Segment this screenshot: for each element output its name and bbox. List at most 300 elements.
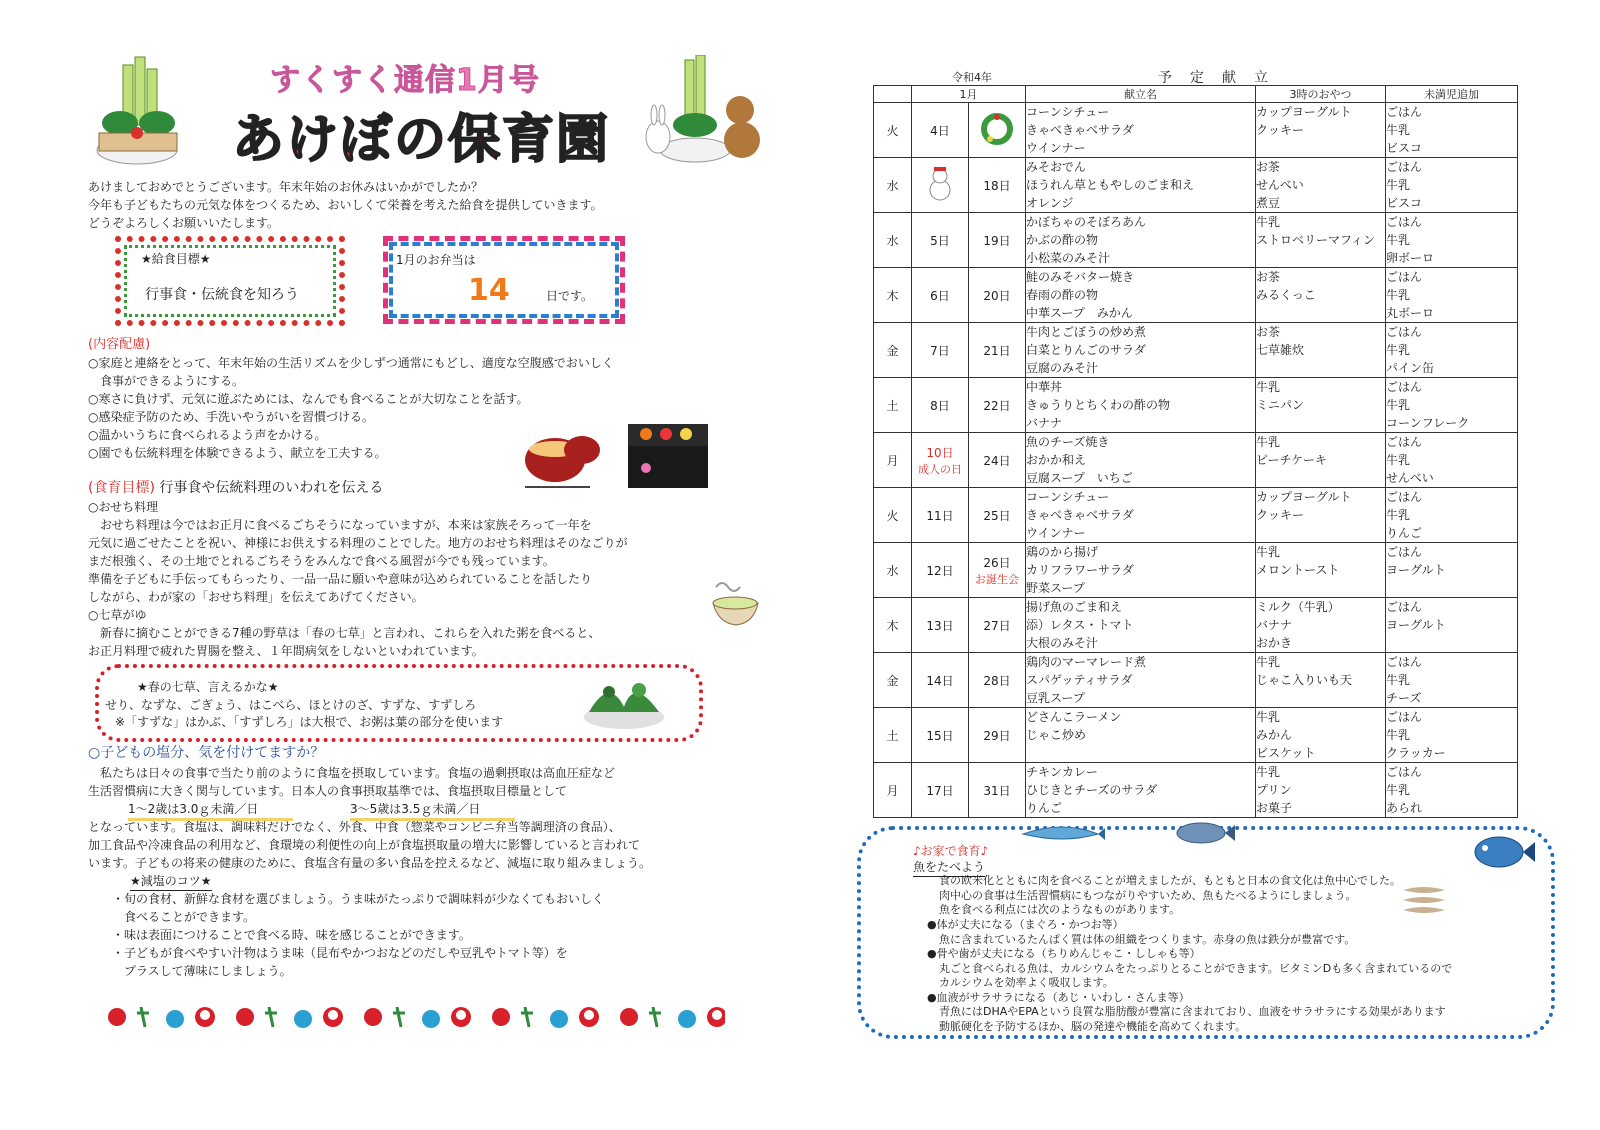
kadomatsu-left-illustration — [95, 55, 180, 165]
weekday-cell — [874, 323, 912, 378]
event-note: お誕生会 — [975, 572, 1019, 586]
extra-cell — [1386, 763, 1518, 818]
snack-name: メロントースト — [1256, 563, 1340, 577]
bento-prefix: 1月のお弁当は — [396, 253, 476, 267]
weekday: 水 — [886, 563, 899, 578]
snack-name: カップヨーグルト — [1256, 105, 1352, 119]
fish-benefit-line: 青魚にはDHAやEPAという良質な脂肪酸が豊富に含まれており、血液をサラサラにする効果があります — [939, 1005, 1446, 1018]
extra-item: 牛乳 — [1386, 398, 1411, 412]
extra-item: ごはん — [1386, 380, 1423, 394]
dish-name: 鮭のみそバター焼き — [1026, 270, 1135, 284]
date-second: 20日 — [983, 288, 1011, 303]
weekday-cell — [874, 158, 912, 213]
date-first: 11日 — [926, 508, 954, 523]
extra-cell — [1386, 433, 1518, 488]
fish-line: 肉中心の食事は生活習慣病にもつながりやすいため、魚もたべるようにしましょう。 — [939, 888, 1357, 902]
salt-standard-2: 3～5歳は3.5ｇ未満／日 — [350, 800, 515, 821]
date-cell-1 — [912, 598, 969, 653]
content-line: ○園でも伝統料理を体験できるよう、献立を工夫する。 — [88, 446, 387, 460]
snack-name: 牛乳 — [1256, 545, 1281, 559]
weekday: 火 — [886, 508, 899, 523]
date-second: 25日 — [983, 508, 1011, 523]
snack-cell — [1256, 213, 1386, 268]
dish-name: 春雨の酢の物 — [1026, 288, 1099, 302]
snack-name: クッキー — [1256, 123, 1305, 137]
snack-name — [1256, 689, 1385, 707]
extra-item: ごはん — [1386, 545, 1423, 559]
intro-line: あけましておめでとうございます。年末年始のお休みはいかがでしたか？ — [88, 180, 484, 194]
dish-name: じゃこ炒め — [1026, 728, 1087, 742]
snack-name: 牛乳 — [1256, 215, 1281, 229]
date-first: 5日 — [930, 233, 950, 248]
dish-name: バナナ — [1026, 416, 1063, 430]
new-year-decoration-row — [105, 1003, 725, 1031]
snack-name: 七草雑炊 — [1256, 343, 1305, 357]
dishes-cell — [1026, 158, 1256, 213]
dish-name: かぶの酢の物 — [1026, 233, 1099, 247]
nanakusa-quiz-line1: せり、なずな、ごぎょう、はこべら、ほとけのざ、すずな、すずしろ — [105, 698, 477, 712]
menu-row — [874, 543, 1518, 598]
osechi-line: 準備を子どもに手伝ってもらったり、一品一品に願いや意味が込められていることを話したり — [88, 572, 593, 586]
dish-name — [1026, 744, 1255, 762]
date-cell-2 — [969, 323, 1026, 378]
dishes-cell — [1026, 763, 1256, 818]
menu-header-row — [874, 86, 1518, 103]
snack-name: 牛乳 — [1256, 710, 1281, 724]
date-second: 27日 — [983, 618, 1011, 633]
extra-item: 牛乳 — [1386, 343, 1411, 357]
dish-name: ほうれん草ともやしのごま和え — [1026, 178, 1195, 192]
weekday: 金 — [886, 343, 899, 358]
snack-name: ピーチケーキ — [1256, 453, 1328, 467]
date-second: 28日 — [983, 673, 1011, 688]
dish-name: 鶏のから揚げ — [1026, 545, 1099, 559]
snack-name: みるくっこ — [1256, 288, 1316, 302]
extra-item: 牛乳 — [1386, 288, 1411, 302]
extra-item: あられ — [1386, 801, 1423, 815]
weekday-cell — [874, 653, 912, 708]
dish-name: 白菜とりんごのサラダ — [1026, 343, 1146, 357]
dishes-cell — [1026, 708, 1256, 763]
extra-item: りんご — [1386, 526, 1423, 540]
dishes-cell — [1026, 543, 1256, 598]
date-cell-2 — [969, 598, 1026, 653]
date-cell-2 — [969, 708, 1026, 763]
snack-name: おかき — [1256, 636, 1293, 650]
salt-line: います。子どもの将来の健康のために、食塩含有量の多い食品を控えるなど、減塩に取り組みましょう。 — [88, 856, 652, 870]
extra-item: 牛乳 — [1386, 728, 1411, 742]
extra-item: 牛乳 — [1386, 508, 1411, 522]
extra-item: ビスコ — [1386, 141, 1423, 155]
extra-item: ごはん — [1386, 325, 1423, 339]
extra-cell — [1386, 543, 1518, 598]
date-cell-2 — [969, 268, 1026, 323]
snack-name: 牛乳 — [1256, 655, 1281, 669]
fish-line: 食の欧米化とともに肉を食べることが増えましたが、もともと日本の食文化は魚中心でした。 — [939, 874, 1401, 887]
snack-name: ミニパン — [1256, 398, 1305, 412]
snack-name: 牛乳 — [1256, 765, 1281, 779]
snack-name: お茶 — [1256, 325, 1281, 339]
snack-name: ビスケット — [1256, 746, 1316, 760]
dish-name: チキンカレー — [1026, 765, 1098, 779]
weekday-cell — [874, 543, 912, 598]
weekday-cell — [874, 488, 912, 543]
fish-benefit-title: ●体が丈夫になる（まぐろ・かつお等） — [927, 918, 1124, 931]
newsletter-title: あけぼの保育園 — [232, 110, 611, 170]
date-second: 31日 — [983, 783, 1011, 798]
dish-name: どさんこラーメン — [1026, 710, 1122, 724]
nanakusa-herbs-illustration — [579, 672, 669, 732]
extra-cell — [1386, 708, 1518, 763]
extra-item: ごはん — [1386, 105, 1423, 119]
date-first: 17日 — [926, 783, 954, 798]
dishes-cell — [1026, 653, 1256, 708]
holiday-note: 成人の日 — [918, 462, 962, 476]
weekday: 土 — [886, 398, 899, 413]
date-cell-1 — [912, 323, 969, 378]
extra-item: パイン缶 — [1386, 361, 1435, 375]
extra-item: 牛乳 — [1386, 178, 1411, 192]
content-line: ○温かいうちに食べられるよう声をかける。 — [88, 428, 327, 442]
extra-cell — [1386, 653, 1518, 708]
date-cell-1 — [912, 268, 969, 323]
fish-box-title: ♪お家で食育♪ — [913, 844, 989, 858]
osechi-box-illustration — [626, 422, 711, 490]
extra-cell — [1386, 378, 1518, 433]
extra-item: ごはん — [1386, 270, 1423, 284]
fish-benefit-line: 動脈硬化を予防するほか、脳の発達や機能を高めてくれます。 — [939, 1019, 1247, 1033]
date-cell-1 — [912, 543, 969, 598]
date-first: 8日 — [930, 398, 950, 413]
snack-name — [1256, 414, 1385, 432]
dish-name: 添）レタス・トマト — [1026, 618, 1134, 632]
salt-text — [88, 764, 615, 800]
date-cell-1 — [912, 213, 969, 268]
dish-name: 豆腐スープ いちご — [1026, 471, 1133, 485]
date-first: 6日 — [930, 288, 950, 303]
date-cell-1 — [912, 763, 969, 818]
snack-name — [1256, 359, 1385, 377]
extra-item: ヨーグルト — [1386, 563, 1446, 577]
menu-row — [874, 488, 1518, 543]
menu-row — [874, 708, 1518, 763]
salt-tip: ・味は表面につけることで食べる時、味を感じることができます。 — [112, 928, 471, 942]
date-second: 19日 — [983, 233, 1011, 248]
dish-name: 大根のみそ汁 — [1026, 636, 1099, 650]
dish-name: 揚げ魚のごま和え — [1026, 600, 1123, 614]
sardine-fish-icon — [1399, 880, 1449, 920]
menu-row — [874, 158, 1518, 213]
extra-item: 丸ボーロ — [1386, 306, 1435, 320]
date-second: 18日 — [983, 178, 1011, 193]
dish-name: 中華丼 — [1026, 380, 1063, 394]
date-cell-2 — [969, 488, 1026, 543]
dish-name: みそおでん — [1026, 160, 1086, 174]
content-line: ○感染症予防のため、手洗いやうがいを習慣づける。 — [88, 410, 374, 424]
weekday: 火 — [886, 123, 899, 138]
dish-name: 小松菜のみそ汁 — [1026, 251, 1111, 265]
extra-item: チーズ — [1386, 691, 1422, 705]
salt-line: 加工食品や冷凍食品の利用など、食環境の利便性の向上が食塩摂取量の増大に影響していると言われて — [88, 838, 641, 852]
osechi-line: しながら、わが家の「おせち料理」を伝えてあげてください。 — [88, 590, 424, 604]
header-extra: 未満児追加 — [1386, 86, 1518, 103]
header-weekday — [874, 86, 912, 103]
nanakusa-quiz-box — [95, 664, 703, 742]
dish-name: 豆腐のみそ汁 — [1026, 361, 1099, 375]
salt-standard-1: 1～2歳は3.0ｇ未満／日 — [128, 800, 293, 821]
snack-name: せんべい — [1256, 178, 1304, 192]
dish-name: 鶏肉のマーマレード煮 — [1026, 655, 1147, 669]
fish-education-box — [857, 826, 1555, 1039]
date-first: 15日 — [926, 728, 954, 743]
extra-item: ごはん — [1386, 710, 1423, 724]
snack-cell — [1256, 708, 1386, 763]
extra-item: ごはん — [1386, 435, 1423, 449]
snack-name — [1256, 139, 1385, 157]
snack-name — [1256, 469, 1385, 487]
date-first: 7日 — [930, 343, 950, 358]
menu-row — [874, 433, 1518, 488]
snack-name: 牛乳 — [1256, 380, 1281, 394]
snack-cell — [1256, 543, 1386, 598]
dish-name: きゃべきゃべサラダ — [1026, 508, 1134, 522]
dishes-cell — [1026, 103, 1256, 158]
salt-tips-list — [112, 890, 604, 980]
dish-name: おかか和え — [1026, 453, 1087, 467]
meal-goal-box — [115, 236, 345, 326]
dish-name: 魚のチーズ焼き — [1026, 435, 1110, 449]
snack-cell — [1256, 158, 1386, 213]
dish-name: コーンシチュー — [1026, 105, 1110, 119]
tuna-fish-icon — [1471, 830, 1536, 875]
dishes-cell — [1026, 268, 1256, 323]
snack-name: じゃこ入りいも天 — [1256, 673, 1353, 687]
date-cell-1 — [912, 708, 969, 763]
menu-title: 予 定 献 立 — [1158, 70, 1270, 86]
weekday: 月 — [886, 453, 899, 468]
weekday-cell — [874, 708, 912, 763]
salt-tip: ・旬の食材、新鮮な食材を選びましょう。うま味がたっぷりで調味料が少なくてもおいしく — [112, 892, 605, 906]
salt-tips-title: ★減塩のコツ★ — [130, 872, 212, 891]
extra-cell — [1386, 598, 1518, 653]
dishes-cell — [1026, 598, 1256, 653]
dish-name: 牛肉とごぼうの炒め煮 — [1026, 325, 1147, 339]
date-first: 14日 — [926, 673, 954, 688]
date-second: 21日 — [983, 343, 1011, 358]
extra-item: 牛乳 — [1386, 783, 1411, 797]
extra-item — [1386, 634, 1517, 652]
dish-name: 豆乳スープ — [1026, 691, 1085, 705]
content-line: ○寒さに負けず、元気に遊ぶためには、なんでも食べることが大切なことを話す。 — [88, 392, 529, 406]
header-month: 1月 — [912, 86, 1026, 103]
education-heading-row — [88, 479, 383, 497]
header-snack: 3時のおやつ — [1256, 86, 1386, 103]
intro-line: どうぞよろしくお願いいたします。 — [88, 216, 280, 230]
extra-cell — [1386, 158, 1518, 213]
extra-cell — [1386, 488, 1518, 543]
newsletter-subtitle: すくすく通信1月号 — [270, 63, 540, 98]
saury-fish-icon — [1021, 822, 1106, 846]
snack-cell — [1256, 598, 1386, 653]
dish-name: 中華スープ みかん — [1026, 306, 1133, 320]
salt-tip: ・子どもが食べやすい汁物はうま味（昆布やかつおなどのだしや豆乳やトマト等）を — [112, 946, 568, 960]
intro-line: 今年も子どもたちの元気な体をつくるため、おいしくて栄養を考えた給食を提供していきます。 — [88, 198, 603, 212]
weekday: 水 — [886, 178, 899, 193]
snack-name — [1256, 249, 1385, 267]
snack-cell — [1256, 488, 1386, 543]
salt-text-b — [88, 818, 651, 872]
snack-name: お茶 — [1256, 270, 1281, 284]
nanakusa-quiz-title: ★春の七草、言えるかな★ — [137, 680, 279, 694]
fish-benefit-title: ●血液がサラサラになる（あじ・いわし・さんま等） — [927, 990, 1190, 1004]
osechi-line: 元気に過ごせたことを祝い、神様にお供えする料理のことでした。地方のおせち料理はそのなごりが — [88, 536, 628, 550]
snack-name: ミルク（牛乳） — [1256, 600, 1340, 614]
snack-name: クッキー — [1256, 508, 1305, 522]
extra-item: ヨーグルト — [1386, 618, 1446, 632]
osechi-line: おせち料理は今ではお正月に食べるごちそうになっていますが、本来は家族そろって一年を — [88, 518, 592, 532]
extra-item: 牛乳 — [1386, 233, 1411, 247]
bento-suffix: 日です。 — [546, 289, 594, 303]
snack-cell — [1256, 378, 1386, 433]
snack-name: ストロベリーマフィン — [1256, 233, 1376, 247]
extra-item — [1386, 579, 1517, 597]
salt-tip: 食べることができます。 — [112, 910, 256, 924]
nanakusa-line: 新春に摘むことができる7種の野草は「春の七草」と言われ、これらを入れた粥を食べると、 — [88, 626, 601, 640]
dish-name: りんご — [1026, 801, 1063, 815]
dish-name: ひじきとチーズのサラダ — [1026, 783, 1158, 797]
education-heading-text: 行事食や伝統料理のいわれを伝える — [159, 480, 384, 496]
dish-name: コーンシチュー — [1026, 490, 1110, 504]
dish-name: スパゲッティサラダ — [1026, 673, 1133, 687]
extra-item: 牛乳 — [1386, 453, 1411, 467]
dish-name: カリフラワーサラダ — [1026, 563, 1134, 577]
snack-name — [1256, 304, 1385, 322]
snack-name: お菓子 — [1256, 801, 1293, 815]
extra-item: ごはん — [1386, 600, 1423, 614]
snack-name: カップヨーグルト — [1256, 490, 1352, 504]
extra-item: ごはん — [1386, 215, 1423, 229]
intro-text — [88, 178, 603, 232]
date-first: 4日 — [930, 123, 950, 138]
weekday: 木 — [886, 618, 899, 633]
meal-goal-heading: ★給食目標★ — [141, 252, 211, 266]
date-cell-2 — [969, 433, 1026, 488]
date-second: 22日 — [983, 398, 1011, 413]
bento-day-box — [383, 236, 625, 324]
date-second: 24日 — [983, 453, 1011, 468]
snack-cell — [1256, 103, 1386, 158]
dishes-cell — [1026, 213, 1256, 268]
snowman-icon — [927, 166, 953, 202]
weekday: 土 — [886, 728, 899, 743]
weekday-cell — [874, 598, 912, 653]
weekday: 木 — [886, 288, 899, 303]
content-line: ○家庭と連絡をとって、年末年始の生活リズムを少しずつ通常にもどし、適度な空腹感でおいしく — [88, 356, 614, 370]
date-first: 13日 — [926, 618, 954, 633]
menu-row — [874, 103, 1518, 158]
header-dishes: 献立名 — [1026, 86, 1256, 103]
osechi-line: まだ根強く、その土地でとれるごちそうをみんなで食べる風習が今でも残っています。 — [88, 554, 555, 568]
snack-cell — [1256, 433, 1386, 488]
kadomatsu-animals-illustration — [640, 55, 765, 165]
fish-benefit-line: カルシウムを効率よく吸収します。 — [939, 976, 1114, 989]
date-cell-1 — [912, 103, 969, 158]
wreath-icon — [980, 112, 1014, 146]
date-cell-2 — [969, 543, 1026, 598]
weekday-cell — [874, 103, 912, 158]
menu-row — [874, 323, 1518, 378]
dishes-cell — [1026, 488, 1256, 543]
bento-day-number: 14 — [468, 273, 510, 308]
weekday: 水 — [886, 233, 899, 248]
dish-name: オレンジ — [1026, 196, 1074, 210]
fish-line: 魚を食べる利点には次のようなものがあります。 — [939, 903, 1181, 916]
extra-item: 卵ボーロ — [1386, 251, 1435, 265]
dish-name: きゅうりとちくわの酢の物 — [1026, 398, 1171, 412]
date-first: 12日 — [926, 563, 954, 578]
fish-box-body — [939, 874, 1401, 918]
nanakusa-line: お正月料理で疲れた胃腸を整え、１年間病気をしないといわれています。 — [88, 644, 484, 658]
snack-name: みかん — [1256, 728, 1293, 742]
menu-row — [874, 763, 1518, 818]
date-cell-1 — [912, 488, 969, 543]
snack-cell — [1256, 763, 1386, 818]
nanakusa-title: ○七草がゆ — [88, 608, 147, 622]
date-cell-2 — [969, 653, 1026, 708]
fish-benefit-title: ●骨や歯が丈夫になる（ちりめんじゃこ・ししゃも等） — [927, 947, 1201, 960]
snack-name — [1256, 524, 1385, 542]
osechi-title: ○おせち料理 — [88, 500, 159, 514]
nanakusa-quiz-line2: ※「すずな」はかぶ、「すずしろ」は大根で、お粥は葉の部分を使います — [115, 715, 504, 729]
ozoni-bowl-illustration — [520, 425, 605, 495]
porridge-bowl-illustration — [708, 575, 763, 630]
menu-row — [874, 213, 1518, 268]
date-cell-2 — [969, 763, 1026, 818]
extra-item: ごはん — [1386, 490, 1423, 504]
fish-benefit-line: 魚に含まれているたんぱく質は体の組織をつくります。赤身の魚は鉄分が豊富です。 — [939, 932, 1356, 946]
mackerel-fish-icon — [1173, 818, 1238, 848]
salt-tip: プラスして薄味にしましょう。 — [112, 964, 292, 978]
education-heading: (食育目標) — [88, 480, 155, 496]
extra-cell — [1386, 268, 1518, 323]
snack-cell — [1256, 323, 1386, 378]
dish-name: ウインナー — [1026, 141, 1086, 155]
snack-name: 牛乳 — [1256, 435, 1281, 449]
snack-name: お茶 — [1256, 160, 1281, 174]
salt-line: 私たちは日々の食事で当たり前のように食塩を摂取しています。食塩の過剰摂取は高血圧症など — [88, 766, 616, 780]
date-cell-2 — [969, 213, 1026, 268]
weekday-cell — [874, 763, 912, 818]
extra-item: ビスコ — [1386, 196, 1423, 210]
salt-line: となっています。食塩は、調味料だけでなく、外食、中食（惣菜やコンビニ弁当等調理済の食品）、 — [88, 820, 621, 834]
extra-cell — [1386, 213, 1518, 268]
content-heading: (内容配慮) — [88, 337, 151, 352]
dish-name: ウインナー — [1026, 526, 1086, 540]
dishes-cell — [1026, 378, 1256, 433]
snack-name — [1256, 579, 1385, 597]
weekday-cell — [874, 378, 912, 433]
snack-cell — [1256, 653, 1386, 708]
date-cell-2 — [969, 103, 1026, 158]
extra-item: ごはん — [1386, 655, 1423, 669]
extra-cell — [1386, 323, 1518, 378]
menu-era: 令和4年 — [952, 71, 992, 84]
weekday-cell — [874, 268, 912, 323]
dish-name: きゃべきゃべサラダ — [1026, 123, 1134, 137]
extra-item: 牛乳 — [1386, 123, 1411, 137]
dish-name: かぼちゃのそぼろあん — [1026, 215, 1147, 229]
date-second: 29日 — [983, 728, 1011, 743]
